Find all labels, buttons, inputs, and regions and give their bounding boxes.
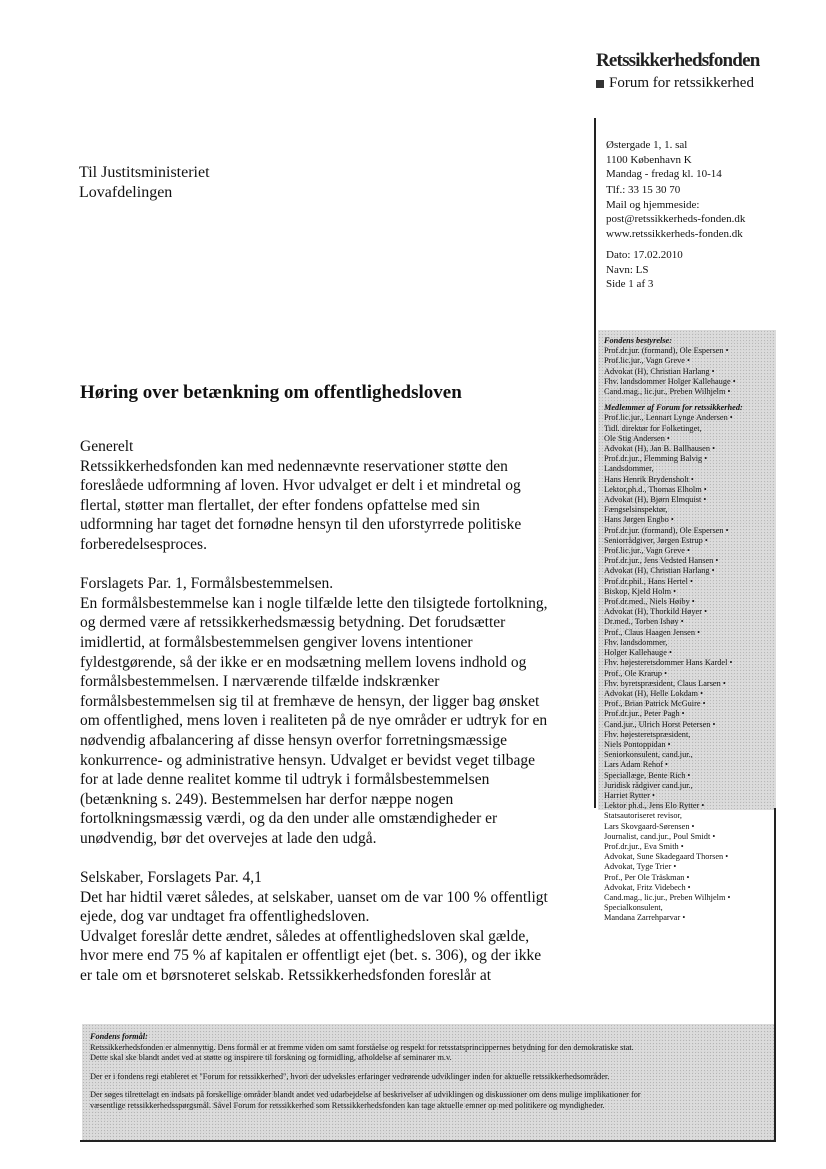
member-entry: Landsdommer, [604,464,654,474]
member-entry: Statsautoriseret revisor, [604,811,683,821]
opening-hours: Mandag - fredag kl. 10-14 [606,168,722,180]
body-line: nødvendig afbalancering af disse hensyn overfor forretningsmæssige [80,731,507,749]
member-entry: Advokat, Fritz Videbech • [604,882,691,892]
member-entry: Speciallæge, Bente Rich • [604,770,691,780]
member-entry: Cand.jur., Ulrich Horst Petersen • [604,719,716,729]
member-entry: Prof.lic.jur., Lennart Lynge Andersen • [604,413,733,423]
member-entry: Prof.dr.jur., Peter Pagh • [604,709,685,719]
member-entry: Ole Stig Andersen • [604,433,670,443]
member-entry: Advokat (H), Christian Harlang • [604,566,715,576]
page-title: Høring over betænkning om offentlighedsloven [80,382,462,403]
org-subtitle [596,75,754,92]
member-entry: Seniorkonsulent, cand.jur., [604,750,693,760]
website-link[interactable]: www.retssikkerheds-fonden.dk [606,227,743,240]
member-entry: Prof.dr.jur., Eva Smith • [604,841,684,851]
member-entry: Biskop, Kjeld Holm • [604,586,677,596]
member-entry: Cand.mag., lic.jur., Preben Wilhjelm • [604,387,731,397]
body-section [80,437,585,555]
member-entry: Fhv. højesteretsdommer Hans Kardel • [604,658,733,668]
body-line: (betænkning s. 249). Bestemmelsen har derfor næppe nogen [80,790,454,808]
body-line: flertal, støtter man flertallet, der efter fondens opfattelse med sin [80,496,480,514]
member-entry: Lektor,ph.d., Thomas Elholm • [604,484,707,494]
member-entry: Advokat, Sune Skadegaard Thorsen • [604,852,729,862]
body-line: formålsbestemmelsen. I nærværende tilfælde indskrænker [80,673,440,691]
body-line: imidlertid, at formålsbestemmelsen gengiver lovens intentioner [80,633,473,651]
member-entry: Fængselsinspektør, [604,505,668,515]
member-entry: Advokat (H), Christian Harlang • [604,366,715,376]
address-block [606,138,722,182]
body-line: fyldestgørende, så der ikke er en modsætning mellem lovens indhold og [80,653,527,671]
section-heading: Generelt [80,438,134,455]
body-line: om offentlighed, mens loven i realiteten på de nye områder er udtryk for en [80,712,548,730]
member-entry: Lektor ph.d., Jens Elo Rytter • [604,801,705,811]
address-line: Østergade 1, 1. sal [606,139,688,151]
member-entry: Advokat, Tyge Trier • [604,862,677,872]
footer-line: væsentlige retssikkerhedsspørgsmål. Såvel Forum for retssikkerhed som Retssikkerhedsfonden kan tage aktuelle emner op med politikere og myndigheder. [90,1100,605,1110]
member-entry: Hans Jørgen Engbo • [604,515,674,525]
member-entry: Juridisk rådgiver cand.jur., [604,780,693,790]
body-line: udformning har taget det fornødne hensyn til den uforstyrrede politiske [80,516,522,534]
section-heading: Selskaber, Forslagets Par. 4,1 [80,869,262,887]
member-entry: Prof.dr.med., Niels Høiby • [604,597,695,607]
square-bullet-icon [596,80,604,88]
footer-line: Der er i fondens regi etableret et "Forum for retssikkerhed", hvori der udveksles erfaringer vedrørende udviklinger inden for aktuelle retssikkerhedsområder. [90,1071,610,1081]
member-entry: Lars Skovgaard-Sørensen • [604,821,695,831]
board-members-list [604,346,774,397]
meta-block [606,248,683,292]
body-line: Retssikkerhedsfonden kan med nedennævnte reservationer støtte den [80,457,508,475]
member-entry: Fhv. landsdommer, [604,637,668,647]
footer-line: Der søges tilrettelagt en indsats på forskellige områder blandt andet ved udarbejdelse af beskrivelser af udviklingen og diskussioner om dens mulige implikationer for [90,1090,641,1099]
member-entry: Specialkonsulent, [604,903,663,913]
member-entry: Advokat (H), Bjørn Elmquist • [604,495,707,505]
body-line: unødvendig, bør det overvejes at lade den udgå. [80,829,377,847]
body-line: hvor mere end 75 % af kapitalen er offentligt ejet (bet. s. 306), og der ikke [80,947,542,965]
member-entry: Cand.mag., lic.jur., Preben Wilhjelm • [604,892,731,902]
author-name: Navn: LS [606,263,649,276]
section-heading: Forslagets Par. 1, Formålsbestemmelsen. [80,575,334,593]
body-line: forberedelsesproces. [80,535,207,553]
member-entry: Prof.dr.jur. (formand), Ole Espersen • [604,346,729,356]
body-line: ejede, dog var undtaget fra offentlighedsloven. [80,908,370,926]
member-entry: Prof.dr.jur., Flemming Balvig • [604,454,708,464]
member-entry: Hans Henrik Brydensholt • [604,474,694,484]
member-entry: Advokat (H), Thorkild Høyer • [604,607,707,617]
body-line: formålsbestemmelsen sig til at fremhæve de hensyn, der ligger bag ønsket [80,692,540,710]
member-entry: Niels Pontoppidan • [604,739,671,749]
member-entry: Prof.lic.jur., Vagn Greve • [604,546,690,556]
member-entry: Dr.med., Torben Ishøy • [604,617,684,627]
member-entry: Prof., Claus Haagen Jensen • [604,627,700,637]
org-subtitle-text: Forum for retssikkerhed [609,75,754,91]
member-entry: Prof.dr.jur. (formand), Ole Espersen • [604,525,729,535]
body-line: Udvalget foreslår dette ændret, således at offentlighedsloven skal gælde, [80,927,530,945]
page-number: Side 1 af 3 [606,278,654,290]
member-entry: Fhv. byretspræsident, Claus Larsen • [604,678,726,688]
body-line: fortolkningsmæssig værdi, og da den under alle omstændigheder er [80,810,498,828]
footer-line: Retssikkerhedsfonden er almennyttig. Dens formål er at fremme viden om samt forståelse og respekt for retsstatsprincippernes betydning for den demokratiske stat. [90,1042,634,1052]
member-entry: Prof., Ole Krarup • [604,668,668,678]
date: Dato: 17.02.2010 [606,249,683,261]
member-entry: Harriet Rytter • [604,790,655,800]
body-line: og dermed være af retssikkerhedsmæssig betydning. Det forudsætter [80,614,506,632]
address-line: 1100 København K [606,153,692,166]
body-line: for at lade denne realitet komme til udtryk i formålsbestemmelsen [80,771,490,789]
phone: Tlf.: 33 15 30 70 [606,184,681,196]
recipient [79,163,210,203]
member-entry: Fhv. højesteretspræsident, [604,729,691,739]
member-entry: Prof., Per Ole Träskman • [604,872,690,882]
body-line: konkurrence- og administrative hensyn. Udvalget er bevidst veget tilbage [80,751,535,769]
body-line: er tale om et børsnoteret selskab. Retssikkerhedsfonden foreslår at [80,967,492,985]
contact-block [606,183,745,241]
member-entry: Advokat (H), Helle Lokdam • [604,688,703,698]
member-entry: Prof.dr.phil., Hans Hertel • [604,576,693,586]
body-line: foreslåede udformning af loven. Hvor udvalget er delt i et mindretal og [80,477,521,495]
member-entry: Seniorrådgiver, Jørgen Estrup • [604,535,708,545]
member-entry: Tidl. direktør for Folketinget, [604,423,702,433]
member-entry: Holger Kallehauge • [604,648,672,658]
footer-line: Dette skal ske blandt andet ved at støtte og inspirere til forskning og formidling, afholdelse af seminarer m.v. [90,1053,452,1062]
member-entry: Fhv. landsdommer Holger Kallehauge • [604,376,736,386]
org-name: Retssikkerhedsfonden [596,50,760,71]
forum-heading: Medlemmer af Forum for retssikkerhed: [604,403,743,413]
email-link[interactable]: post@retssikkerheds-fonden.dk [606,213,746,225]
body-line: En formålsbestemmelse kan i nogle tilfælde lette den tilsigtede fortolkning, [80,594,548,612]
member-entry: Prof., Brian Patrick McGuire • [604,699,706,709]
recipient-line: Til Justitsministeriet [79,164,210,181]
vertical-divider [594,118,596,808]
member-entry: Prof.lic.jur., Vagn Greve • [604,356,690,366]
member-entry: Mandana Zarrehparvar • [604,913,686,923]
member-entry: Lars Adam Rehof • [604,760,668,770]
member-entry: Advokat (H), Jan B. Ballhausen • [604,444,715,454]
footer-heading: Fondens formål: [90,1032,148,1041]
recipient-line: Lovafdelingen [79,184,173,201]
member-entry: Prof.dr.jur., Jens Vedsted Hansen • [604,556,719,566]
board-members-panel [598,330,776,923]
purpose-footer [82,1024,774,1140]
body-line: Det har hidtil været således, at selskaber, uanset om de var 100 % offentligt [80,888,548,906]
contact-label: Mail og hjemmeside: [606,198,700,211]
board-heading: Fondens bestyrelse: [604,336,672,345]
member-entry: Journalist, cand.jur., Poul Smidt • [604,831,716,841]
